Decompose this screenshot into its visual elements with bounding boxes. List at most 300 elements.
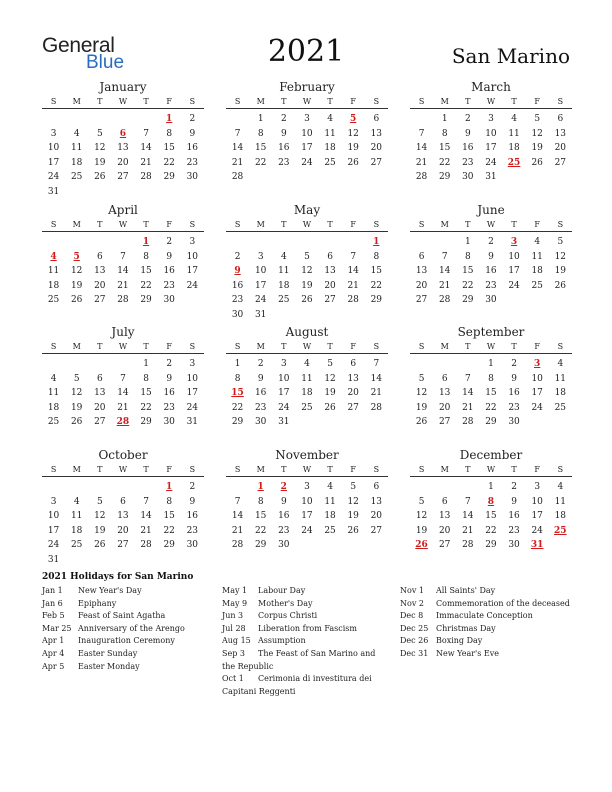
day-cell: 11 [278, 266, 290, 277]
week-row [410, 386, 572, 401]
day-cell: 9 [280, 496, 287, 507]
day-cell: 12 [415, 511, 428, 522]
day-cell: 24 [254, 295, 267, 306]
holiday-date: Dec 26 [400, 636, 429, 646]
week-row [226, 235, 388, 250]
day-cell: 14 [370, 373, 383, 384]
day-cell: 18 [554, 388, 567, 399]
day-cell: 3 [510, 237, 518, 247]
day-cell: 27 [94, 417, 106, 428]
week-row [226, 112, 388, 127]
holiday-name: New Year's Eve [436, 648, 499, 658]
day-cell: 2 [234, 251, 241, 262]
month-name: July [111, 325, 135, 339]
week-row [42, 141, 204, 156]
day-cell: 11 [324, 128, 336, 139]
weekday-label: M [440, 465, 449, 474]
day-cell: 30 [278, 540, 290, 551]
day-cell: 19 [94, 157, 106, 168]
day-cell: 19 [301, 280, 313, 291]
week-row [42, 293, 204, 308]
day-cell: 25 [554, 525, 567, 536]
weekday-header [226, 218, 388, 232]
day-cell: 27 [370, 157, 383, 168]
day-cell: 11 [70, 143, 83, 154]
day-cell: 11 [324, 496, 336, 507]
weekday-label: S [234, 342, 241, 351]
weekday-label: S [189, 220, 196, 229]
day-cell: 4 [327, 114, 333, 124]
day-cell: 29 [140, 295, 152, 306]
day-cell: 23 [231, 295, 244, 306]
day-cell: 10 [531, 496, 543, 507]
day-cell: 24 [186, 280, 199, 291]
week-row [410, 235, 572, 250]
day-cell: 28 [117, 295, 129, 306]
empty-cell [272, 170, 295, 185]
holiday-date: Dec 31 [400, 648, 429, 658]
holiday-name: Easter Monday [78, 661, 140, 671]
month-december [410, 448, 572, 553]
month-name: February [279, 80, 335, 94]
weekday-label: S [234, 97, 241, 106]
day-cell: 27 [117, 540, 129, 551]
weekday-label: W [486, 465, 496, 474]
day-cell: 17 [186, 266, 199, 277]
day-cell: 31 [530, 540, 544, 551]
weekday-header [42, 340, 204, 354]
holiday-date: Dec 25 [400, 623, 429, 633]
holiday-item [42, 623, 217, 636]
day-cell: 15 [485, 388, 497, 399]
week-row [226, 250, 388, 265]
empty-cell [111, 185, 134, 200]
week-row [42, 127, 204, 142]
day-cell: 10 [278, 373, 290, 384]
day-cell: 12 [531, 128, 543, 139]
day-cell: 12 [347, 496, 359, 507]
week-row [226, 415, 388, 430]
weekday-label: S [557, 465, 564, 474]
holiday-item [222, 635, 384, 648]
weekday-header [410, 340, 572, 354]
week-row [410, 279, 572, 294]
day-cell: 25 [301, 402, 313, 413]
day-cell: 17 [47, 525, 60, 536]
weekday-label: T [281, 97, 287, 106]
day-cell: 30 [462, 172, 474, 183]
holiday-name: Labour Day [258, 586, 306, 595]
empty-cell [526, 293, 549, 308]
day-cell: 9 [511, 373, 517, 384]
day-cell: 7 [350, 251, 357, 262]
month-november [226, 448, 388, 553]
day-cell: 3 [304, 114, 310, 124]
day-cell: 7 [143, 128, 149, 139]
day-cell: 13 [370, 496, 383, 507]
weekday-label: M [72, 342, 81, 351]
week-row [410, 357, 572, 372]
weekday-label: F [166, 342, 172, 351]
day-cell: 21 [462, 402, 474, 413]
day-cell: 19 [347, 143, 359, 154]
week-row [42, 524, 204, 539]
day-cell: 9 [189, 496, 196, 507]
brand-blue-text: Blue [86, 52, 125, 73]
empty-cell [433, 235, 456, 250]
month-january [42, 80, 204, 200]
day-cell: 1 [257, 482, 264, 492]
day-cell: 29 [163, 540, 175, 551]
day-cell: 23 [278, 525, 290, 536]
empty-cell [42, 480, 65, 495]
day-cell: 3 [534, 482, 541, 492]
day-cell: 8 [143, 373, 149, 384]
holiday-date: Aug 15 [222, 636, 251, 646]
day-cell: 26 [324, 402, 336, 413]
day-cell: 16 [508, 511, 520, 522]
day-cell: 20 [324, 280, 336, 291]
weekday-header [410, 218, 572, 232]
week-row [42, 401, 204, 416]
day-cell: 27 [438, 540, 451, 551]
month-september [410, 325, 572, 430]
holiday-name: Assumption [258, 636, 306, 646]
weekday-label: W [302, 342, 312, 351]
day-cell: 16 [485, 266, 497, 277]
weekday-label: S [418, 220, 425, 229]
empty-cell [181, 293, 204, 308]
day-cell: 6 [373, 114, 380, 124]
day-cell: 25 [324, 157, 336, 168]
holiday-item [400, 635, 575, 648]
holiday-date: Dec 8 [400, 611, 424, 621]
week-row [410, 127, 572, 142]
day-cell: 23 [163, 280, 175, 291]
day-cell: 19 [415, 525, 428, 536]
week-row [42, 480, 204, 495]
empty-cell [181, 185, 204, 200]
empty-cell [88, 480, 111, 495]
weekday-header [42, 218, 204, 232]
day-cell: 18 [301, 388, 313, 399]
day-cell: 28 [231, 172, 244, 183]
day-cell: 18 [47, 280, 60, 291]
week-row [42, 235, 204, 250]
month-june [410, 203, 572, 308]
day-cell: 3 [534, 359, 541, 369]
empty-cell [135, 185, 158, 200]
day-cell: 7 [418, 128, 425, 139]
day-cell: 13 [438, 511, 451, 522]
holiday-date: Jun 3 [222, 611, 244, 621]
day-cell: 18 [70, 157, 83, 168]
day-cell: 4 [73, 128, 80, 139]
day-cell: 30 [163, 417, 175, 428]
day-cell: 24 [301, 157, 313, 168]
weekday-label: F [166, 97, 172, 106]
day-cell: 18 [278, 280, 290, 291]
day-cell: 26 [70, 295, 83, 306]
day-cell: 23 [186, 525, 199, 536]
day-cell: 11 [301, 373, 313, 384]
day-cell: 9 [280, 128, 287, 139]
holiday-date: May 9 [222, 598, 248, 608]
day-cell: 4 [557, 482, 564, 492]
week-row [226, 480, 388, 495]
week-row [42, 185, 204, 200]
day-cell: 3 [50, 496, 57, 507]
day-cell: 17 [47, 157, 60, 168]
empty-cell [410, 235, 433, 250]
holiday-item [222, 585, 384, 598]
day-cell: 14 [140, 511, 152, 522]
empty-cell [295, 170, 318, 185]
empty-cell [135, 553, 158, 568]
empty-cell [503, 170, 526, 185]
day-cell: 19 [324, 388, 336, 399]
day-cell: 6 [373, 482, 380, 492]
holiday-item [222, 673, 384, 698]
day-cell: 30 [186, 172, 199, 183]
week-row [410, 264, 572, 279]
holiday-date: Mar 25 [42, 623, 72, 633]
empty-cell [342, 235, 365, 250]
day-cell: 10 [47, 143, 60, 154]
week-row [410, 170, 572, 185]
holiday-date: Apr 1 [42, 636, 65, 646]
weekday-label: T [143, 342, 149, 351]
day-cell: 6 [96, 251, 103, 262]
weekday-label: T [327, 97, 333, 106]
day-cell: 13 [117, 143, 129, 154]
day-cell: 28 [140, 172, 152, 183]
weekday-label: M [256, 220, 265, 229]
day-cell: 9 [166, 251, 173, 262]
day-cell: 27 [554, 157, 567, 168]
day-cell: 2 [189, 482, 196, 492]
day-cell: 24 [47, 540, 60, 551]
holiday-column [42, 585, 217, 673]
day-cell: 13 [438, 388, 451, 399]
empty-cell [295, 235, 318, 250]
day-cell: 25 [47, 295, 60, 306]
empty-cell [410, 480, 433, 495]
week-row [226, 264, 388, 279]
empty-cell [88, 553, 111, 568]
week-row [410, 372, 572, 387]
empty-cell [249, 170, 272, 185]
day-cell: 29 [438, 172, 451, 183]
day-cell: 13 [347, 373, 359, 384]
day-cell: 5 [557, 237, 564, 247]
day-cell: 1 [464, 237, 471, 247]
empty-cell [549, 415, 572, 430]
calendar-year: 2021 [267, 34, 345, 69]
day-cell: 12 [94, 511, 106, 522]
weekday-label: T [97, 465, 103, 474]
day-cell: 9 [488, 251, 494, 262]
day-cell: 1 [166, 114, 173, 124]
weekday-label: S [373, 342, 380, 351]
day-cell: 31 [186, 417, 199, 428]
month-name: August [285, 325, 329, 339]
holiday-name: Liberation from Fascism [258, 623, 357, 633]
day-cell: 22 [462, 280, 474, 291]
day-cell: 4 [73, 496, 80, 507]
weekday-label: S [373, 220, 380, 229]
day-cell: 7 [143, 496, 149, 507]
week-row [226, 127, 388, 142]
empty-cell [272, 235, 295, 250]
day-cell: 27 [415, 295, 428, 306]
week-row [410, 112, 572, 127]
week-row [410, 524, 572, 539]
day-cell: 8 [441, 128, 448, 139]
holiday-column [400, 585, 575, 661]
holiday-name: Christmas Day [436, 623, 496, 633]
day-cell: 30 [186, 540, 199, 551]
weekday-label: T [327, 465, 333, 474]
day-cell: 15 [140, 266, 152, 277]
day-cell: 16 [254, 388, 267, 399]
empty-cell [88, 185, 111, 200]
day-cell: 10 [531, 373, 543, 384]
day-cell: 22 [485, 402, 497, 413]
day-cell: 20 [117, 157, 129, 168]
day-cell: 8 [166, 496, 173, 507]
day-cell: 18 [554, 511, 567, 522]
empty-cell [410, 112, 433, 127]
holiday-name: Mother's Day [258, 598, 313, 608]
day-cell: 1 [373, 237, 380, 247]
day-cell: 7 [464, 496, 471, 507]
weekday-label: T [143, 97, 149, 106]
week-row [42, 495, 204, 510]
day-cell: 22 [370, 280, 383, 291]
weekday-header [42, 95, 204, 109]
empty-cell [42, 357, 65, 372]
day-cell: 7 [234, 496, 241, 507]
day-cell: 24 [508, 280, 520, 291]
day-cell: 17 [508, 266, 520, 277]
day-cell: 25 [47, 417, 60, 428]
holiday-item [400, 610, 575, 623]
week-row [226, 495, 388, 510]
empty-cell [65, 553, 88, 568]
weekday-label: W [302, 465, 312, 474]
day-cell: 30 [231, 309, 244, 320]
day-cell: 6 [119, 128, 127, 139]
day-cell: 19 [70, 402, 83, 413]
day-cell: 7 [120, 251, 126, 262]
holiday-item [400, 598, 575, 611]
day-cell: 12 [324, 373, 336, 384]
empty-cell [319, 170, 342, 185]
day-cell: 20 [117, 525, 129, 536]
weekday-header [42, 463, 204, 477]
day-cell: 13 [94, 266, 106, 277]
day-cell: 5 [418, 373, 425, 384]
empty-cell [549, 293, 572, 308]
weekday-label: T [327, 342, 333, 351]
day-cell: 19 [347, 511, 359, 522]
week-row [42, 357, 204, 372]
empty-cell [65, 235, 88, 250]
day-cell: 24 [531, 402, 543, 413]
empty-cell [111, 357, 134, 372]
weekday-label: T [97, 342, 103, 351]
day-cell: 25 [278, 295, 290, 306]
day-cell: 16 [278, 143, 290, 154]
day-cell: 17 [531, 388, 543, 399]
week-row [42, 250, 204, 265]
day-cell: 14 [117, 266, 129, 277]
month-name: November [275, 448, 339, 462]
day-cell: 12 [301, 266, 313, 277]
day-cell: 17 [254, 280, 267, 291]
day-cell: 14 [140, 143, 152, 154]
empty-cell [88, 112, 111, 127]
day-cell: 4 [327, 482, 333, 492]
weekday-label: M [72, 465, 81, 474]
weekday-label: T [143, 220, 149, 229]
holiday-name: Feast of Saint Agatha [78, 611, 166, 621]
day-cell: 29 [140, 417, 152, 428]
week-row [42, 170, 204, 185]
day-cell: 7 [464, 373, 471, 384]
day-cell: 30 [254, 417, 267, 428]
day-cell: 1 [166, 482, 173, 492]
day-cell: 14 [347, 266, 359, 277]
day-cell: 6 [557, 114, 564, 124]
day-cell: 16 [163, 388, 175, 399]
day-cell: 23 [163, 402, 175, 413]
day-cell: 31 [47, 186, 60, 197]
holiday-name: New Year's Day [78, 586, 142, 595]
holiday-item [222, 598, 384, 611]
day-cell: 8 [143, 251, 149, 262]
day-cell: 4 [511, 114, 517, 124]
day-cell: 8 [487, 496, 495, 507]
day-cell: 3 [304, 482, 310, 492]
day-cell: 8 [257, 128, 264, 139]
day-cell: 22 [254, 525, 267, 536]
day-cell: 25 [531, 280, 543, 291]
weekday-label: S [50, 220, 57, 229]
day-cell: 27 [117, 172, 129, 183]
empty-cell [342, 538, 365, 553]
day-cell: 26 [301, 295, 313, 306]
day-cell: 14 [231, 511, 244, 522]
empty-cell [158, 553, 181, 568]
day-cell: 3 [189, 237, 196, 247]
day-cell: 8 [488, 373, 494, 384]
weekday-header [410, 95, 572, 109]
day-cell: 11 [554, 496, 567, 507]
day-cell: 2 [511, 359, 517, 369]
brand-general-text: General [42, 34, 115, 57]
week-row [42, 264, 204, 279]
day-cell: 16 [186, 511, 199, 522]
day-cell: 10 [254, 266, 267, 277]
weekday-label: M [256, 465, 265, 474]
empty-cell [342, 415, 365, 430]
day-cell: 9 [464, 128, 471, 139]
weekday-label: W [118, 220, 128, 229]
weekday-label: M [440, 220, 449, 229]
day-cell: 12 [554, 251, 567, 262]
